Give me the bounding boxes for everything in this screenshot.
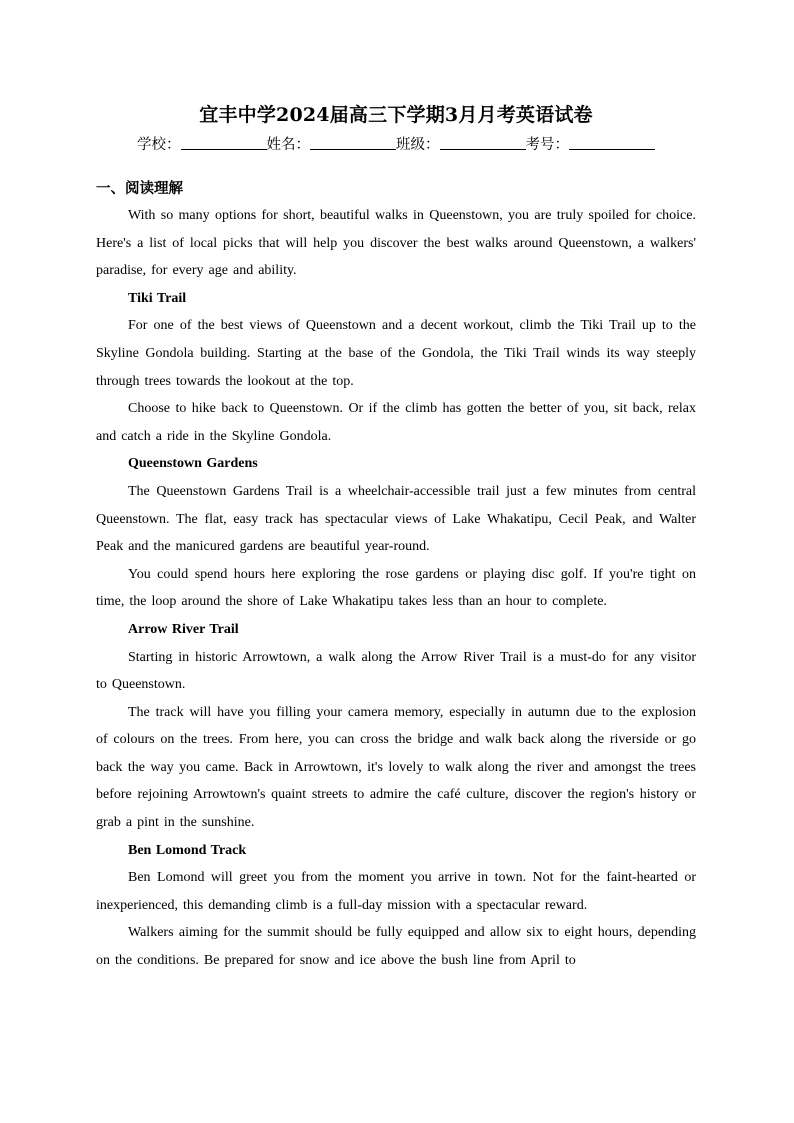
- passage-paragraph: For one of the best views of Queenstown and a decent workout, climb the Tiki Trail up to the Skyline Gondola building. Starting at the base of the Gondola, the Tiki Trail winds its way steeply through trees towards the lookout at the top.: [96, 318, 696, 389]
- class-blank[interactable]: [440, 135, 526, 150]
- passage-paragraph: The track will have you filling your camera memory, especially in autumn due to the explosion of colours on the trees. From here, you can cross the bridge and walk back along the riverside or go back the way you came. Back in Arrowtown, it's lovely to walk along the river and amongst the trees before rejoining Arrowtown's quaint streets to admire the café culture, discover the region's history or grab a pint in the sunshine.: [96, 704, 696, 831]
- exam-title: 宜丰中学2024届高三下学期3月月考英语试卷: [199, 104, 593, 126]
- passage-paragraph: Ben Lomond will greet you from the moment you arrive in town. Not for the faint-hearted or inexperienced, this demanding climb is a full-day mission with a spectacular reward.: [96, 870, 696, 913]
- name-blank[interactable]: [310, 135, 396, 150]
- exam-number-label: 考号：: [525, 137, 569, 153]
- class-label: 班级：: [396, 137, 440, 153]
- trail-heading: Ben Lomond Track: [128, 842, 247, 858]
- name-label: 姓名：: [266, 137, 310, 153]
- section-title: 一、阅读理解: [96, 181, 183, 197]
- passage-paragraph: The Queenstown Gardens Trail is a wheelchair-accessible trail just a few minutes from central Queenstown. The flat, easy track has spectacular views of Lake Whakatipu, Cecil Peak, and Walter Peak and the manicured gardens are beautiful year-round.: [96, 483, 696, 555]
- trail-heading: Queenstown Gardens: [128, 456, 258, 472]
- student-info-line: [96, 130, 696, 160]
- exam-number-blank[interactable]: [569, 135, 655, 150]
- trail-heading: Tiki Trail: [128, 290, 187, 306]
- passage-paragraph: Walkers aiming for the summit should be fully equipped and allow six to eight hours, depending on the conditions. Be prepared for snow and ice above the bush line from April to: [96, 925, 696, 969]
- trail-heading: Arrow River Trail: [128, 621, 239, 637]
- exam-page: [96, 100, 696, 975]
- school-blank[interactable]: [181, 135, 267, 150]
- passage-paragraph: You could spend hours here exploring the rose gardens or playing disc golf. If you're tight on time, the loop around the shore of Lake Whakatipu takes less than an hour to complete.: [96, 566, 696, 610]
- school-label: 学校：: [137, 137, 181, 153]
- reading-passage: [96, 202, 696, 975]
- passage-paragraph: With so many options for short, beautiful walks in Queenstown, you are truly spoiled for choice. Here's a list of local picks that will help you discover the best walks around Queenstown, a walkers' paradise, for every age and ability.: [96, 208, 696, 279]
- passage-paragraph: Choose to hike back to Queenstown. Or if the climb has gotten the better of you, sit back, relax and catch a ride in the Skyline Gondola.: [96, 401, 696, 444]
- passage-paragraph: Starting in historic Arrowtown, a walk along the Arrow River Trail is a must-do for any visitor to Queenstown.: [96, 649, 696, 693]
